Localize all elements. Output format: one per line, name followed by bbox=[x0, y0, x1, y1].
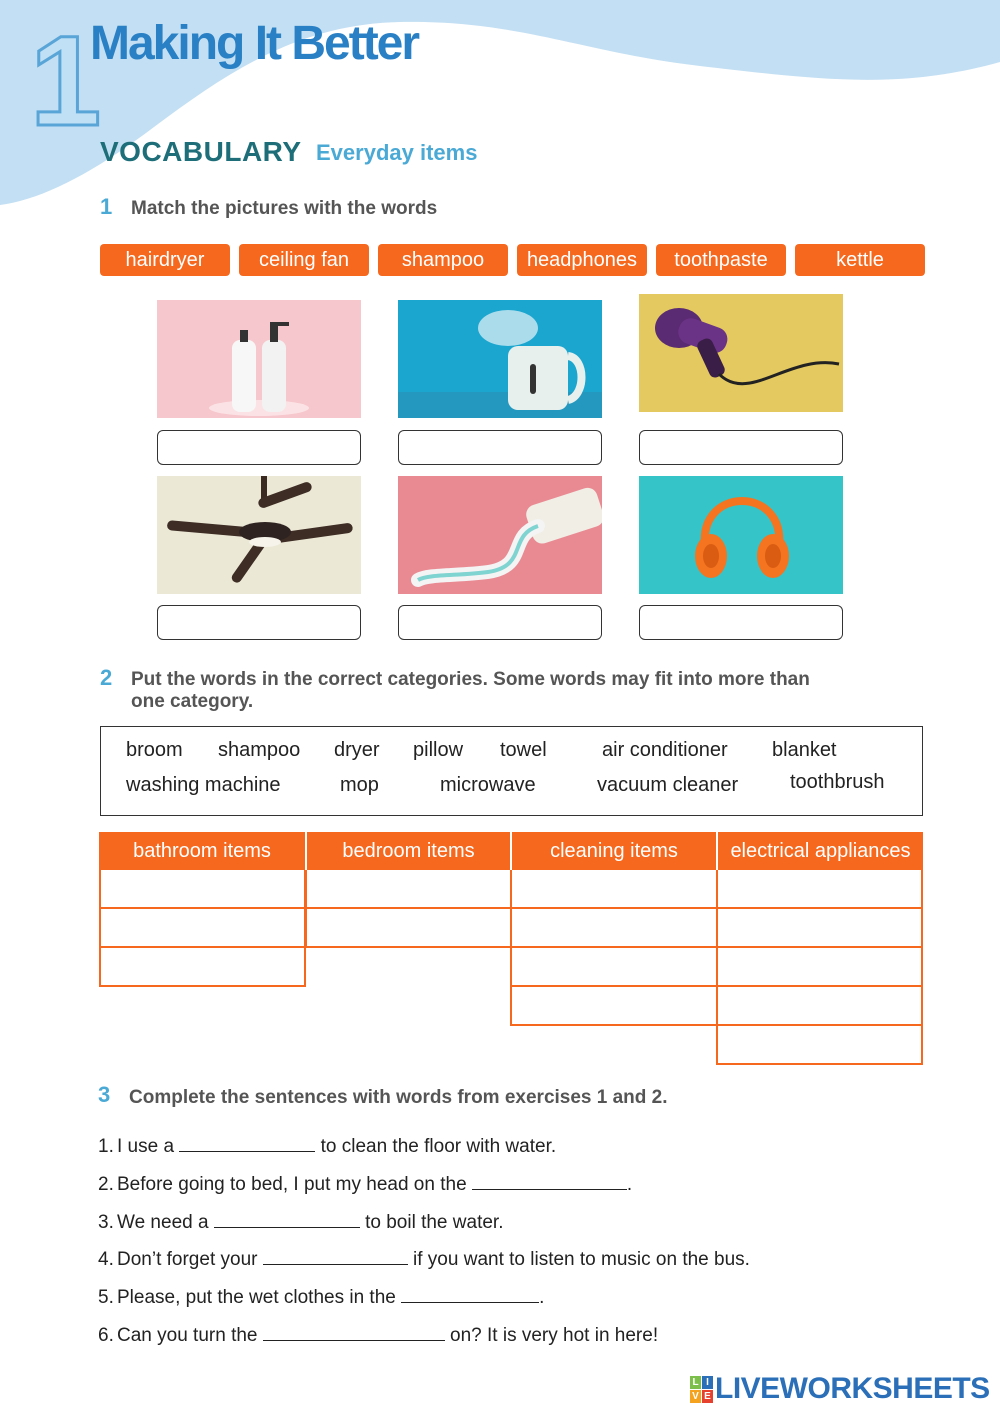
unit-number: 1 bbox=[30, 10, 98, 153]
sentence-text-before: I use a bbox=[117, 1136, 180, 1157]
word-chip-shampoo[interactable]: shampoo bbox=[378, 244, 508, 276]
answer-box-1[interactable] bbox=[157, 430, 361, 465]
answer-box-4[interactable] bbox=[157, 605, 361, 640]
word-chip-headphones[interactable]: headphones bbox=[517, 244, 647, 276]
exercise-3-instruction: Complete the sentences with words from exercises 1 and 2. bbox=[129, 1087, 668, 1108]
answer-box-5[interactable] bbox=[398, 605, 602, 640]
sentence-text-after: to boil the water. bbox=[359, 1212, 504, 1233]
word-chip-kettle[interactable]: kettle bbox=[795, 244, 925, 276]
bathroom-cell-2[interactable] bbox=[99, 909, 306, 948]
sentence-number: 1. bbox=[98, 1136, 114, 1157]
bank-word: washing machine bbox=[126, 774, 281, 796]
icon-letter: L bbox=[690, 1376, 701, 1389]
bank-word: air conditioner bbox=[602, 739, 728, 761]
answer-box-3[interactable] bbox=[639, 430, 843, 465]
cleaning-cell-1[interactable] bbox=[510, 870, 718, 909]
answer-box-6[interactable] bbox=[639, 605, 843, 640]
sentence-text-after: . bbox=[626, 1174, 633, 1195]
sentence-4 bbox=[98, 1247, 750, 1271]
sentence-2-blank[interactable] bbox=[472, 1172, 627, 1190]
bank-word: dryer bbox=[334, 739, 380, 761]
sentence-text-before: We need a bbox=[117, 1212, 214, 1233]
exercise-1-instruction: Match the pictures with the words bbox=[131, 198, 438, 219]
sentence-text-before: Can you turn the bbox=[117, 1325, 263, 1346]
exercise-2-instruction-line1: Put the words in the correct categories. Some words may fit into more than bbox=[131, 669, 810, 690]
sentence-2 bbox=[98, 1172, 632, 1196]
electrical-cell-1[interactable] bbox=[716, 870, 923, 909]
sentence-4-blank[interactable] bbox=[263, 1247, 408, 1265]
bank-word: mop bbox=[340, 774, 379, 796]
liveworksheets-wordmark: LIVEWORKSHEETS bbox=[715, 1372, 990, 1405]
word-chip-toothpaste[interactable]: toothpaste bbox=[656, 244, 786, 276]
electrical-cell-5[interactable] bbox=[716, 1026, 923, 1065]
answer-box-2[interactable] bbox=[398, 430, 602, 465]
category-header-bathroom: bathroom items bbox=[99, 832, 305, 870]
cleaning-cell-3[interactable] bbox=[510, 948, 718, 987]
sentence-6-blank[interactable] bbox=[263, 1323, 445, 1341]
bank-word: toothbrush bbox=[790, 771, 885, 793]
bathroom-cell-3[interactable] bbox=[99, 948, 306, 987]
icon-letter: E bbox=[702, 1390, 713, 1403]
electrical-cell-2[interactable] bbox=[716, 909, 923, 948]
category-header-electrical: electrical appliances bbox=[718, 832, 923, 870]
sentence-number: 3. bbox=[98, 1212, 114, 1233]
sentence-text-before: Please, put the wet clothes in the bbox=[117, 1287, 402, 1308]
bank-word: microwave bbox=[440, 774, 536, 796]
shampoo-bottles-image bbox=[157, 300, 361, 418]
exercise-2-instruction-line2: one category. bbox=[131, 691, 254, 712]
sentence-text-after: to clean the floor with water. bbox=[315, 1136, 557, 1157]
sentence-number: 4. bbox=[98, 1249, 114, 1270]
exercise-1-number: 1 bbox=[100, 194, 113, 219]
sentence-number: 6. bbox=[98, 1325, 114, 1346]
ceiling-fan-image bbox=[157, 476, 361, 594]
icon-letter: I bbox=[702, 1376, 713, 1389]
hairdryer-image bbox=[639, 294, 843, 412]
icon-letter: V bbox=[690, 1390, 701, 1403]
sentence-6 bbox=[98, 1323, 658, 1347]
bank-word: vacuum cleaner bbox=[597, 774, 739, 796]
bedroom-cell-2[interactable] bbox=[305, 909, 512, 948]
category-header-cleaning: cleaning items bbox=[512, 832, 716, 870]
bank-word: blanket bbox=[772, 739, 837, 761]
liveworksheets-icon bbox=[690, 1376, 712, 1402]
section-subtitle: Everyday items bbox=[316, 140, 478, 165]
bedroom-cell-1[interactable] bbox=[305, 870, 512, 909]
electrical-cell-4[interactable] bbox=[716, 987, 923, 1026]
unit-title: Making It Better bbox=[90, 17, 419, 70]
sentence-5 bbox=[98, 1285, 544, 1309]
sentence-text-after: if you want to listen to music on the bus. bbox=[407, 1249, 750, 1270]
sentence-5-blank[interactable] bbox=[401, 1285, 539, 1303]
bank-word: towel bbox=[500, 739, 547, 761]
sentence-1-blank[interactable] bbox=[179, 1134, 315, 1152]
word-bank bbox=[100, 726, 923, 816]
exercise-3-number: 3 bbox=[98, 1082, 111, 1107]
sentence-1 bbox=[98, 1134, 556, 1158]
sentence-3 bbox=[98, 1210, 503, 1234]
electrical-cell-3[interactable] bbox=[716, 948, 923, 987]
category-header-bedroom: bedroom items bbox=[307, 832, 510, 870]
bank-word: shampoo bbox=[218, 739, 301, 761]
sentence-text-before: Don’t forget your bbox=[117, 1249, 263, 1270]
cleaning-cell-4[interactable] bbox=[510, 987, 718, 1026]
sentence-text-after: on? It is very hot in here! bbox=[444, 1325, 659, 1346]
cleaning-cell-2[interactable] bbox=[510, 909, 718, 948]
sentence-number: 5. bbox=[98, 1287, 114, 1308]
word-chip-hairdryer[interactable]: hairdryer bbox=[100, 244, 230, 276]
word-chip-ceiling-fan[interactable]: ceiling fan bbox=[239, 244, 369, 276]
kettle-image bbox=[398, 300, 602, 418]
sentence-3-blank[interactable] bbox=[214, 1210, 360, 1228]
sentence-text-before: Before going to bed, I put my head on the bbox=[117, 1174, 472, 1195]
sentence-text-after: . bbox=[539, 1287, 545, 1308]
exercise-2-number: 2 bbox=[100, 665, 113, 690]
bank-word: pillow bbox=[413, 739, 464, 761]
sentence-number: 2. bbox=[98, 1174, 114, 1195]
bank-word: broom bbox=[126, 739, 183, 761]
headphones-image bbox=[639, 476, 843, 594]
bathroom-cell-1[interactable] bbox=[99, 870, 306, 909]
liveworksheets-logo bbox=[690, 1374, 990, 1404]
section-title: VOCABULARY bbox=[100, 136, 302, 167]
toothpaste-image bbox=[398, 476, 602, 594]
